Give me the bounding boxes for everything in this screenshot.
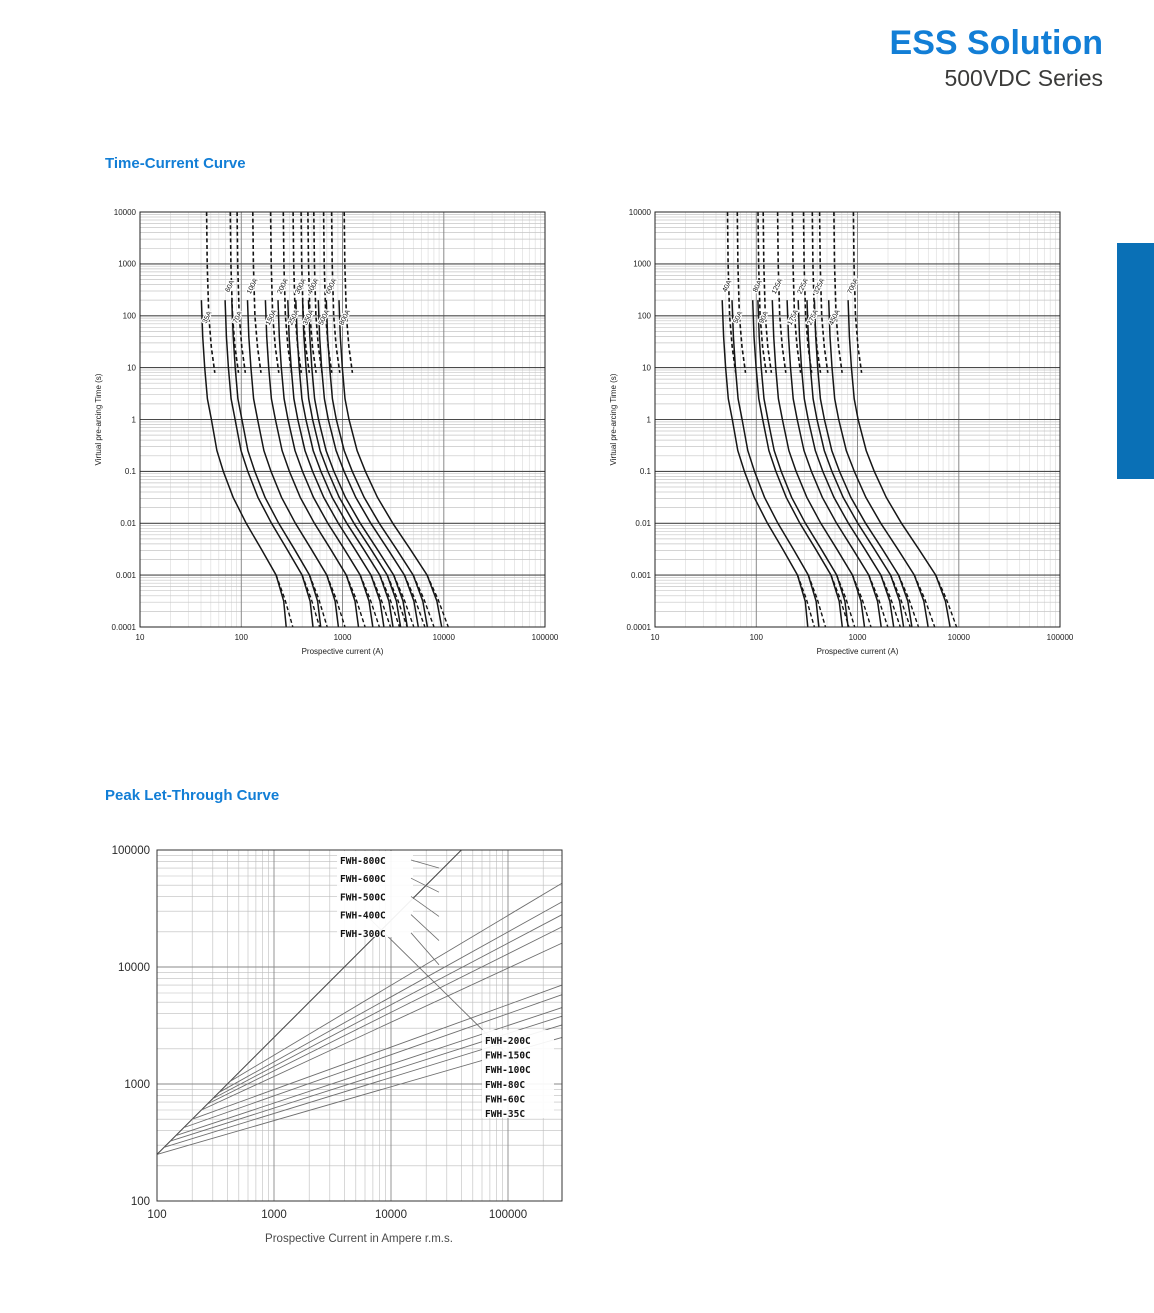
peak-let-through-chart	[92, 833, 602, 1268]
brand-block	[890, 26, 1103, 92]
svg-text:100000: 100000	[531, 633, 559, 642]
svg-text:90A: 90A	[758, 310, 771, 325]
svg-text:600A: 600A	[324, 277, 339, 296]
svg-text:50A: 50A	[732, 310, 745, 325]
svg-text:150A: 150A	[264, 308, 279, 327]
svg-text:800A: 800A	[338, 308, 352, 327]
svg-text:125A: 125A	[770, 277, 785, 296]
svg-text:100000: 100000	[111, 845, 150, 857]
svg-text:FWH-600C: FWH-600C	[340, 874, 386, 886]
svg-text:0.1: 0.1	[124, 467, 136, 477]
svg-text:100: 100	[749, 633, 763, 642]
svg-text:100000: 100000	[1046, 633, 1074, 642]
svg-text:10000: 10000	[375, 1209, 407, 1221]
svg-text:250A: 250A	[287, 308, 301, 327]
time-current-chart-left	[90, 195, 590, 670]
svg-text:10: 10	[127, 363, 136, 373]
svg-text:FWH-500C: FWH-500C	[340, 892, 386, 904]
svg-text:300A: 300A	[294, 277, 308, 296]
svg-text:225A: 225A	[796, 277, 811, 296]
svg-text:1000: 1000	[124, 1079, 150, 1091]
svg-text:100: 100	[637, 311, 651, 321]
svg-text:0.1: 0.1	[639, 467, 651, 477]
svg-text:0.01: 0.01	[635, 519, 651, 529]
svg-text:FWH-800C: FWH-800C	[340, 856, 386, 867]
svg-text:100: 100	[147, 1209, 167, 1221]
time-current-chart-right	[605, 195, 1105, 670]
svg-text:10000: 10000	[113, 207, 136, 217]
svg-text:FWH-200C: FWH-200C	[485, 1036, 531, 1047]
svg-text:100: 100	[130, 1196, 150, 1208]
svg-text:0.001: 0.001	[115, 570, 136, 580]
page-edge-tab	[1117, 243, 1154, 479]
brand-subtitle: 500VDC Series	[944, 64, 1103, 91]
svg-text:70A: 70A	[232, 310, 244, 325]
svg-text:0.001: 0.001	[630, 570, 651, 580]
svg-text:FWH-80C: FWH-80C	[485, 1079, 526, 1091]
svg-text:450A: 450A	[828, 308, 842, 327]
section-title-time-current: Time-Current Curve	[105, 155, 246, 172]
svg-text:1000: 1000	[261, 1209, 287, 1221]
svg-text:Virtual pre-arcing Time (s): Virtual pre-arcing Time (s)	[94, 373, 103, 466]
svg-text:35A: 35A	[201, 310, 214, 325]
svg-text:1: 1	[646, 415, 651, 425]
svg-text:FWH-35C: FWH-35C	[485, 1109, 526, 1120]
svg-text:Virtual pre-arcing Time (s): Virtual pre-arcing Time (s)	[609, 373, 618, 466]
svg-text:10000: 10000	[432, 633, 455, 642]
svg-text:FWH-60C: FWH-60C	[485, 1094, 526, 1106]
svg-text:275A: 275A	[806, 308, 820, 327]
svg-text:Prospective Current in Ampere: Prospective Current in Ampere r.m.s.	[265, 1233, 453, 1245]
svg-text:10: 10	[642, 363, 651, 373]
svg-text:10000: 10000	[118, 962, 150, 974]
svg-text:1: 1	[131, 415, 136, 425]
svg-text:175A: 175A	[786, 308, 801, 327]
svg-text:400A: 400A	[306, 277, 321, 296]
svg-text:10000: 10000	[628, 207, 651, 217]
svg-text:FWH-150C: FWH-150C	[485, 1050, 531, 1062]
svg-text:10: 10	[650, 633, 660, 642]
svg-text:10000: 10000	[947, 633, 970, 642]
svg-text:10: 10	[135, 633, 145, 642]
svg-text:FWH-100C: FWH-100C	[485, 1065, 531, 1077]
svg-text:350A: 350A	[302, 308, 316, 327]
svg-text:FWH-300C: FWH-300C	[340, 928, 386, 940]
svg-text:40A: 40A	[721, 279, 734, 294]
svg-text:0.01: 0.01	[120, 519, 136, 529]
svg-text:100A: 100A	[246, 277, 260, 296]
svg-text:1000: 1000	[633, 259, 651, 269]
svg-text:1000: 1000	[848, 633, 867, 642]
svg-text:325A: 325A	[812, 277, 827, 296]
svg-text:80A: 80A	[752, 279, 764, 294]
section-title-peak-let-through: Peak Let-Through Curve	[105, 787, 280, 804]
svg-text:1000: 1000	[118, 259, 136, 269]
svg-text:0.0001: 0.0001	[626, 622, 651, 632]
svg-text:FWH-400C: FWH-400C	[340, 910, 386, 922]
svg-text:500A: 500A	[317, 308, 332, 327]
svg-text:60A: 60A	[224, 279, 237, 294]
svg-text:100000: 100000	[488, 1209, 528, 1221]
svg-text:Prospective current (A): Prospective current (A)	[816, 647, 899, 656]
svg-text:0.0001: 0.0001	[111, 622, 136, 632]
brand-title: ESS Solution	[889, 24, 1103, 62]
svg-text:700A: 700A	[846, 277, 860, 296]
svg-text:200A: 200A	[276, 277, 290, 296]
svg-text:100: 100	[122, 311, 136, 321]
svg-text:Prospective current (A): Prospective current (A)	[301, 647, 384, 656]
svg-text:1000: 1000	[333, 633, 352, 642]
svg-text:100: 100	[234, 633, 248, 642]
